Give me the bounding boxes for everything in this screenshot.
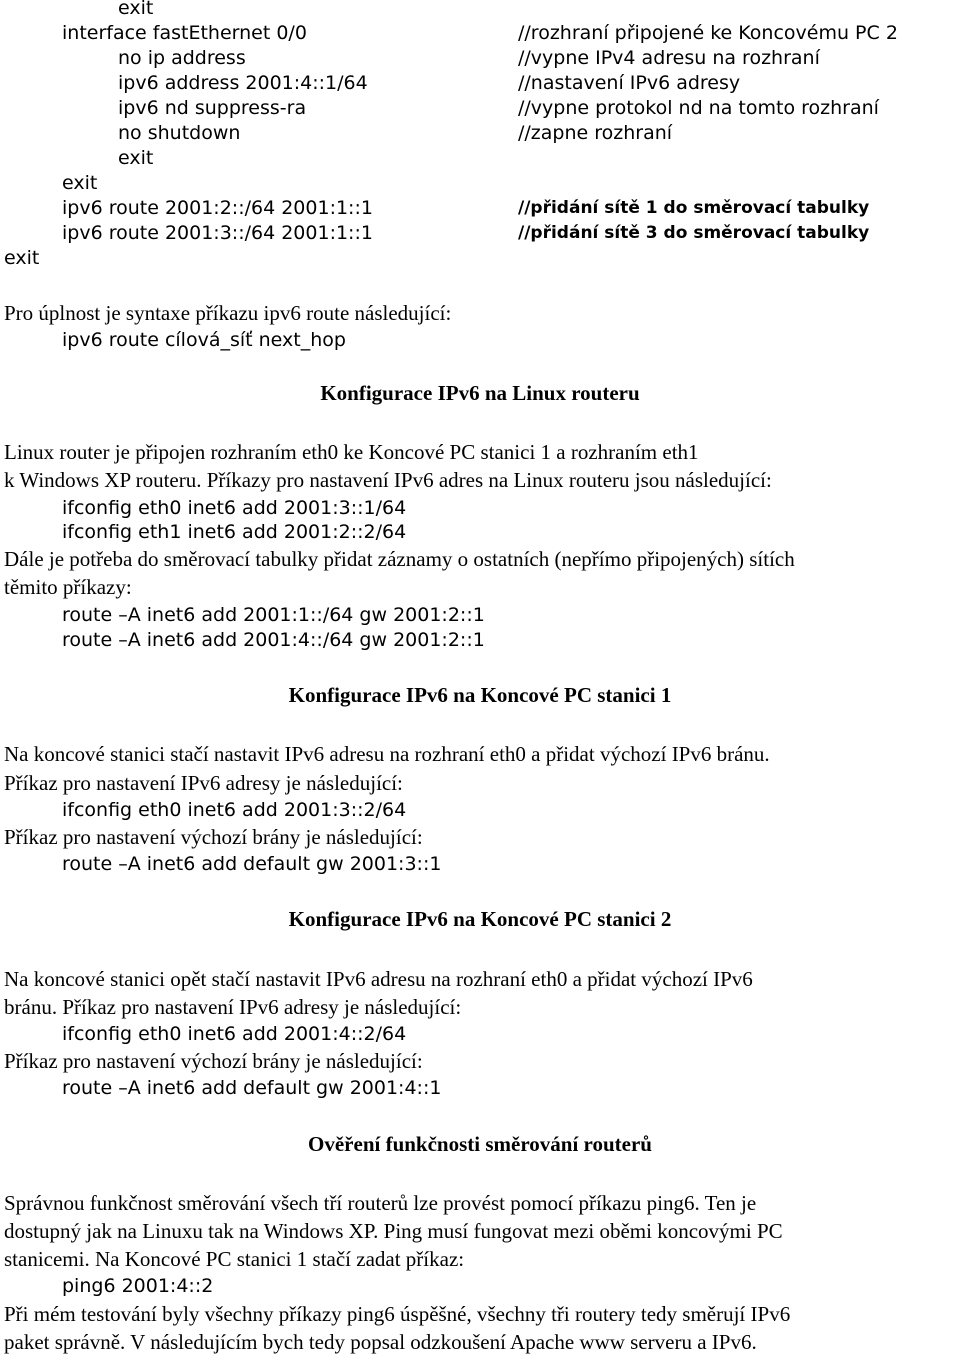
paragraph: Dále je potřeba do směrovací tabulky přidat záznamy o ostatních (nepřímo připojených) sítích — [4, 547, 795, 571]
config-line: interface fastEthernet 0/0 — [62, 22, 307, 44]
command-line: ifconfig eth1 inet6 add 2001:2::2/64 — [62, 521, 407, 543]
section-heading-pc1: Konfigurace IPv6 na Koncové PC stanici 1 — [288, 683, 672, 707]
syntax-intro: Pro úplnost je syntaxe příkazu ipv6 route následující: — [4, 301, 452, 325]
config-line: ipv6 nd suppress-ra — [118, 97, 307, 119]
section-heading-linux: Konfigurace IPv6 na Linux routeru — [320, 381, 640, 405]
command-line: route –A inet6 add default gw 2001:3::1 — [62, 853, 442, 875]
config-line: no shutdown — [118, 122, 241, 144]
command-line: route –A inet6 add default gw 2001:4::1 — [62, 1077, 442, 1099]
paragraph: bránu. Příkaz pro nastavení IPv6 adresy je následující: — [4, 995, 462, 1019]
paragraph: Při mém testování byly všechny příkazy ping6 úspěšné, všechny tři routery tedy směrují IPv6 — [4, 1302, 791, 1326]
command-line: route –A inet6 add 2001:1::/64 gw 2001:2::1 — [62, 604, 485, 626]
paragraph: těmito příkazy: — [4, 575, 132, 599]
command-line: ifconfig eth0 inet6 add 2001:4::2/64 — [62, 1023, 407, 1045]
syntax-command: ipv6 route cílová_síť next_hop — [62, 329, 346, 351]
config-comment: //vypne protokol nd na tomto rozhraní — [518, 97, 879, 119]
paragraph: Příkaz pro nastavení výchozí brány je následující: — [4, 1049, 423, 1073]
command-line: ping6 2001:4::2 — [62, 1275, 214, 1297]
command-line: ifconfig eth0 inet6 add 2001:3::1/64 — [62, 497, 407, 519]
paragraph: Linux router je připojen rozhraním eth0 ke Koncové PC stanici 1 a rozhraním eth1 — [4, 440, 699, 464]
section-heading-pc2: Konfigurace IPv6 na Koncové PC stanici 2 — [288, 907, 672, 931]
paragraph: Správnou funkčnost směrování všech tří routerů lze provést pomocí příkazu ping6. Ten je — [4, 1191, 757, 1215]
paragraph: dostupný jak na Linuxu tak na Windows XP. Ping musí fungovat mezi oběmi koncovými PC — [4, 1219, 783, 1243]
command-line: ifconfig eth0 inet6 add 2001:3::2/64 — [62, 799, 407, 821]
config-line: ipv6 route 2001:3::/64 2001:1::1 — [62, 222, 373, 244]
config-line: no ip address — [118, 47, 246, 69]
config-comment: //přidání sítě 3 do směrovací tabulky — [518, 223, 870, 243]
paragraph: Na koncové stanici opět stačí nastavit IPv6 adresu na rozhraní eth0 a přidat výchozí IPv6 — [4, 967, 753, 991]
config-line: exit — [62, 172, 98, 194]
config-comment: //vypne IPv4 adresu na rozhraní — [518, 47, 820, 69]
paragraph: Příkaz pro nastavení výchozí brány je následující: — [4, 825, 423, 849]
config-comment: //přidání sítě 1 do směrovací tabulky — [518, 198, 870, 218]
config-line: ipv6 address 2001:4::1/64 — [118, 72, 368, 94]
config-comment: //rozhraní připojené ke Koncovému PC 2 — [518, 22, 898, 44]
config-line: ipv6 route 2001:2::/64 2001:1::1 — [62, 197, 373, 219]
paragraph: paket správně. V následujícím bych tedy popsal odzkoušení Apache www serveru a IPv6. — [4, 1330, 757, 1354]
paragraph: Na koncové stanici stačí nastavit IPv6 adresu na rozhraní eth0 a přidat výchozí IPv6 bránu. — [4, 742, 770, 766]
paragraph: Příkaz pro nastavení IPv6 adresy je následující: — [4, 771, 403, 795]
config-line: exit — [118, 0, 154, 19]
config-line: exit — [4, 247, 40, 269]
paragraph: stanicemi. Na Koncové PC stanici 1 stačí zadat příkaz: — [4, 1247, 465, 1271]
command-line: route –A inet6 add 2001:4::/64 gw 2001:2::1 — [62, 629, 485, 651]
config-comment: //nastavení IPv6 adresy — [518, 72, 741, 94]
section-heading-verify: Ověření funkčnosti směrování routerů — [308, 1132, 652, 1156]
paragraph: k Windows XP routeru. Příkazy pro nastavení IPv6 adres na Linux routeru jsou následující: — [4, 468, 772, 492]
config-comment: //zapne rozhraní — [518, 122, 673, 144]
config-line: exit — [118, 147, 154, 169]
